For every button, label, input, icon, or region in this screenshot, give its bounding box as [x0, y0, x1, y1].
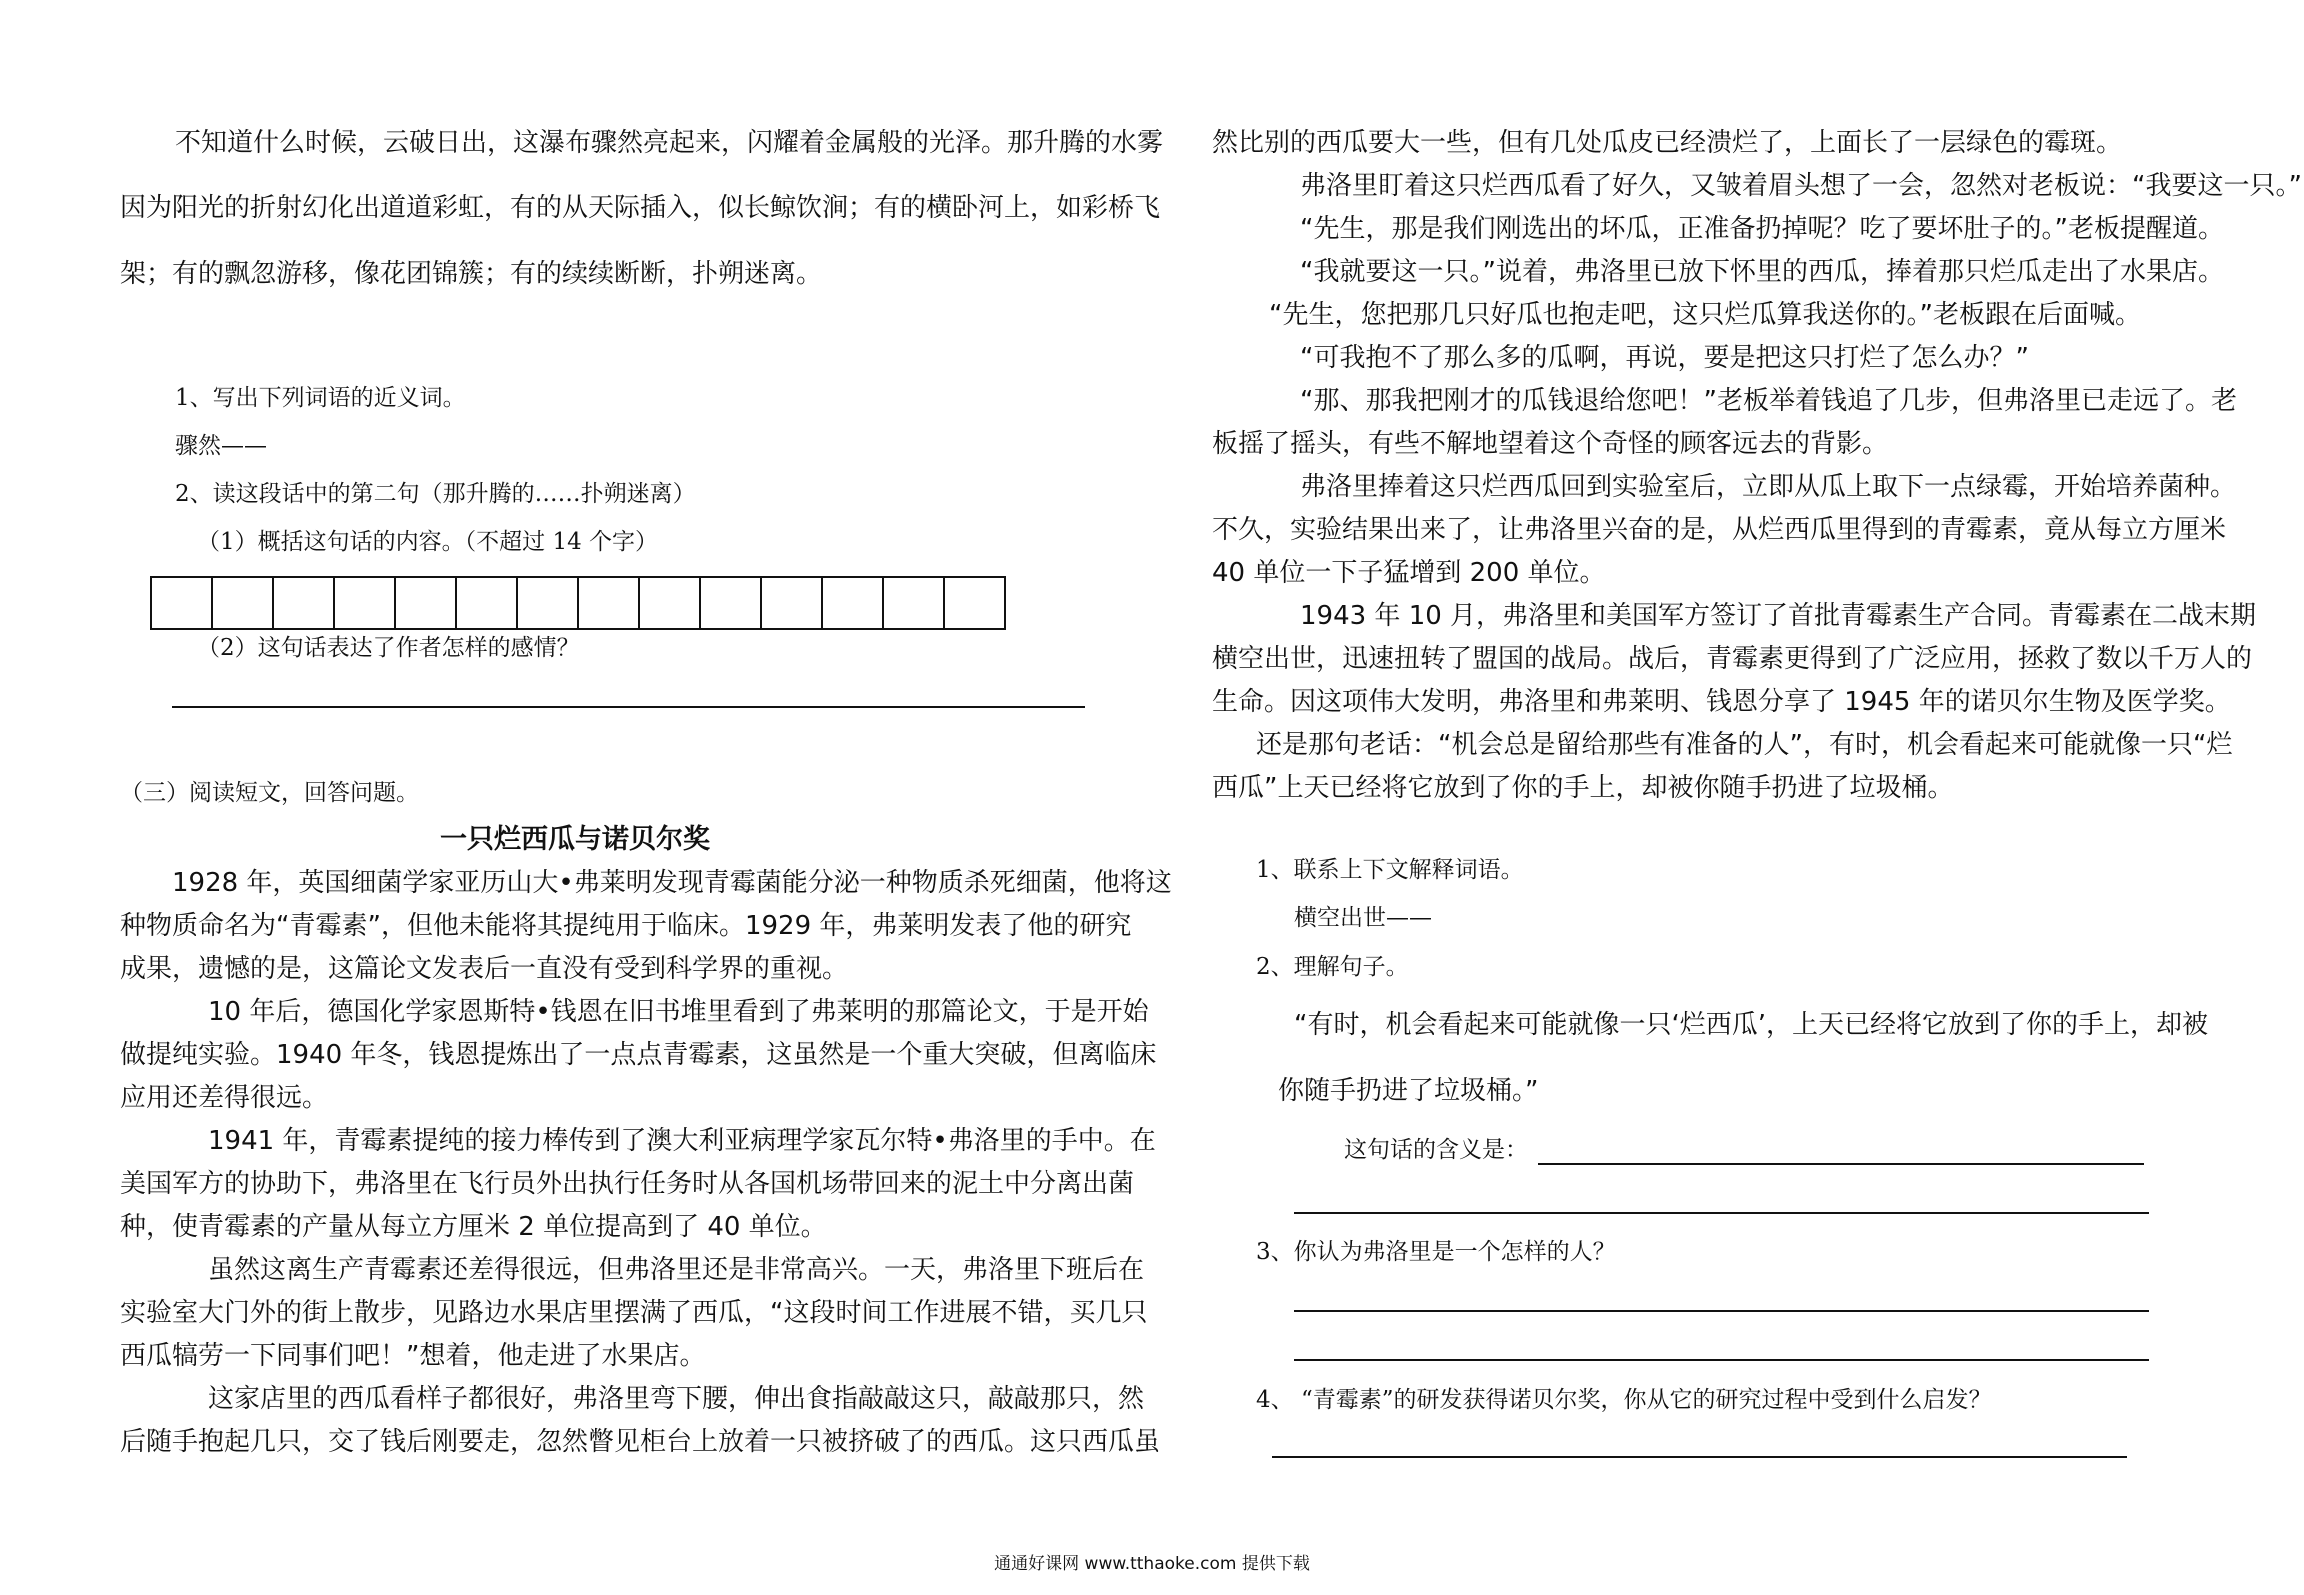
question-1-word: 骤然—— [175, 433, 267, 459]
question-1: 1、写出下列词语的近义词。 [175, 385, 466, 411]
answer-line[interactable] [1294, 1310, 2149, 1312]
story-line: 10 年后，德国化学家恩斯特•钱恩在旧书堆里看到了弗莱明的那篇论文，于是开始 [208, 997, 1149, 1027]
question-2: 2、理解句子。 [1256, 954, 1409, 980]
answer-box[interactable] [152, 578, 213, 628]
story-line: 这家店里的西瓜看样子都很好，弗洛里弯下腰，伸出食指敲敲这只，敲敲那只，然 [208, 1384, 1145, 1414]
story-line: 西瓜”上天已经将它放到了你的手上，却被你随手扔进了垃圾桶。 [1212, 773, 1954, 803]
story-line: 1943 年 10 月，弗洛里和美国军方签订了首批青霉素生产合同。青霉素在二战末期 [1300, 601, 2257, 631]
story-line: 40 单位一下子猛增到 200 单位。 [1212, 558, 1606, 588]
question-1: 1、联系上下文解释词语。 [1256, 857, 1524, 883]
story-line: 然比别的西瓜要大一些，但有几处瓜皮已经溃烂了，上面长了一层绿色的霉斑。 [1212, 128, 2123, 158]
story-line: 不久，实验结果出来了，让弗洛里兴奋的是，从烂西瓜里得到的青霉素，竟从每立方厘米 [1212, 515, 2227, 545]
answer-line[interactable] [172, 706, 1085, 708]
story-line: 生命。因这项伟大发明，弗洛里和弗莱明、钱恩分享了 1945 年的诺贝尔生物及医学奖。 [1212, 687, 2231, 717]
quote-line-1: “有时，机会看起来可能就像一只‘烂西瓜’，上天已经将它放到了你的手上，却被 [1294, 1010, 2209, 1040]
story-line: 西瓜犒劳一下同事们吧！”想着，他走进了水果店。 [120, 1341, 706, 1371]
story-line: 美国军方的协助下，弗洛里在飞行员外出执行任务时从各国机场带回来的泥土中分离出菌 [120, 1169, 1135, 1199]
story-line: 板摇了摇头，有些不解地望着这个奇怪的顾客远去的背影。 [1212, 429, 1889, 459]
answer-box[interactable] [884, 578, 945, 628]
story-title: 一只烂西瓜与诺贝尔奖 [440, 824, 710, 855]
story-line: 后随手抱起几只，交了钱后刚要走，忽然瞥见柜台上放着一只被挤破了的西瓜。这只西瓜虽 [120, 1427, 1161, 1457]
answer-box[interactable] [457, 578, 518, 628]
story-line: 成果，遗憾的是，这篇论文发表后一直没有受到科学界的重视。 [120, 954, 849, 984]
section-3-heading: （三）阅读短文，回答问题。 [120, 780, 419, 806]
meaning-prompt: 这句话的含义是： [1344, 1137, 1528, 1163]
answer-box[interactable] [945, 578, 1006, 628]
answer-line[interactable] [1538, 1163, 2144, 1165]
question-2: 2、读这段话中的第二句（那升腾的……扑朔迷离） [175, 481, 696, 507]
quote-line-2: 你随手扔进了垃圾桶。” [1278, 1076, 1539, 1106]
story-line: 做提纯实验。1940 年冬，钱恩提炼出了一点点青霉素，这虽然是一个重大突破，但离临床 [120, 1040, 1157, 1070]
story-line: 应用还差得很远。 [120, 1083, 329, 1113]
story-line: 1928 年，英国细菌学家亚历山大•弗莱明发现青霉菌能分泌一种物质杀死细菌，他将这 [172, 868, 1172, 898]
answer-box[interactable] [762, 578, 823, 628]
question-4: 4、 “青霉素”的研发获得诺贝尔奖，你从它的研究过程中受到什么启发？ [1256, 1387, 1992, 1413]
story-line: 还是那句老话：“机会总是留给那些有准备的人”，有时，机会看起来可能就像一只“烂 [1256, 730, 2233, 760]
intro-line-3: 架；有的飘忽游移，像花团锦簇；有的续续断断，扑朔迷离。 [120, 259, 823, 289]
answer-line[interactable] [1272, 1456, 2127, 1458]
question-1-word: 横空出世—— [1294, 905, 1432, 931]
story-line: “先生，那是我们刚选出的坏瓜，正准备扔掉呢？吃了要坏肚子的。”老板提醒道。 [1300, 214, 2224, 244]
intro-line-2: 因为阳光的折射幻化出道道彩虹，有的从天际插入，似长鲸饮涧；有的横卧河上，如彩桥飞 [120, 193, 1161, 223]
story-line: 虽然这离生产青霉素还差得很远，但弗洛里还是非常高兴。一天，弗洛里下班后在 [208, 1255, 1145, 1285]
story-line: 1941 年，青霉素提纯的接力棒传到了澳大利亚病理学家瓦尔特•弗洛里的手中。在 [208, 1126, 1156, 1156]
story-line: 横空出世，迅速扭转了盟国的战局。战后，青霉素更得到了广泛应用，拯救了数以千万人的 [1212, 644, 2253, 674]
story-line: 实验室大门外的街上散步，见路边水果店里摆满了西瓜，“这段时间工作进展不错，买几只 [120, 1298, 1148, 1328]
story-line: “可我抱不了那么多的瓜啊，再说，要是把这只打烂了怎么办？” [1300, 343, 2029, 373]
question-3: 3、你认为弗洛里是一个怎样的人？ [1256, 1239, 1616, 1265]
answer-box[interactable] [396, 578, 457, 628]
story-line: 种，使青霉素的产量从每立方厘米 2 单位提高到了 40 单位。 [120, 1212, 827, 1242]
answer-box[interactable] [579, 578, 640, 628]
page-footer: 通通好课网 www.tthaoke.com 提供下载 [994, 1554, 1310, 1574]
story-line: “那、那我把刚才的瓜钱退给您吧！”老板举着钱追了几步，但弗洛里已走远了。老 [1300, 386, 2237, 416]
story-line: “先生，您把那几只好瓜也抱走吧，这只烂瓜算我送你的。”老板跟在后面喊。 [1269, 300, 2141, 330]
answer-box[interactable] [213, 578, 274, 628]
answer-box[interactable] [518, 578, 579, 628]
story-line: “我就要这一只。”说着，弗洛里已放下怀里的西瓜，捧着那只烂瓜走出了水果店。 [1300, 257, 2224, 287]
answer-box[interactable] [274, 578, 335, 628]
question-2-part-2: （2）这句话表达了作者怎样的感情？ [197, 635, 580, 661]
answer-box[interactable] [335, 578, 396, 628]
answer-line[interactable] [1294, 1359, 2149, 1361]
answer-box[interactable] [823, 578, 884, 628]
question-2-part-1: （1）概括这句话的内容。（不超过 14 个字） [197, 529, 659, 555]
answer-grid-14-chars[interactable] [150, 576, 1006, 630]
story-line: 弗洛里盯着这只烂西瓜看了好久，又皱着眉头想了一会，忽然对老板说：“我要这一只。” [1300, 171, 2302, 201]
intro-line-1: 不知道什么时候，云破日出，这瀑布骤然亮起来，闪耀着金属般的光泽。那升腾的水雾 [175, 128, 1164, 158]
answer-box[interactable] [640, 578, 701, 628]
story-line: 弗洛里捧着这只烂西瓜回到实验室后，立即从瓜上取下一点绿霉，开始培养菌种。 [1300, 472, 2237, 502]
answer-line[interactable] [1294, 1212, 2149, 1214]
story-line: 种物质命名为“青霉素”，但他未能将其提纯用于临床。1929 年，弗莱明发表了他的研究 [120, 911, 1132, 941]
answer-box[interactable] [701, 578, 762, 628]
